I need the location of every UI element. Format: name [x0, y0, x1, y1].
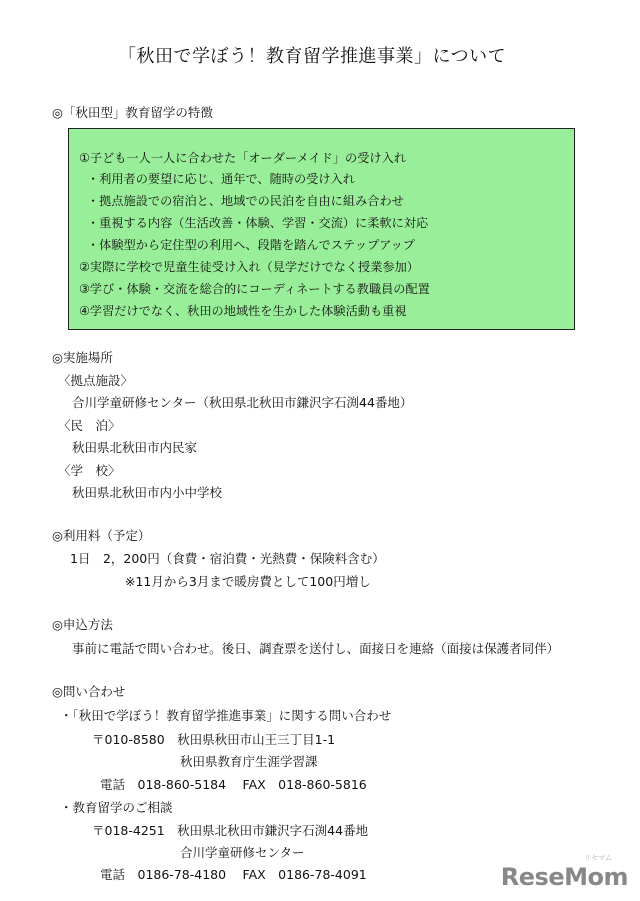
fee-note: ※11月から3月まで暖房費として100円増し: [125, 574, 371, 589]
contact-heading: ◎問い合わせ: [52, 684, 126, 699]
apply-heading: ◎申込方法: [52, 617, 113, 632]
watermark-logo: ReseMom: [500, 863, 628, 891]
contact-2-title: ・教育留学のご相談: [60, 800, 173, 815]
feature-item: ・体験型から定住型の利用へ、段階を踏んでステップアップ: [87, 238, 415, 252]
feature-item: ③学び・体験・交流を総合的にコーディネートする教職員の配置: [79, 282, 430, 296]
contact-1-title: ・「秋田で学ぼう！教育留学推進事業」に関する問い合わせ: [60, 708, 392, 723]
location-heading: ◎実施場所: [52, 350, 113, 365]
contact-1-address: 〒010-8580 秋田県秋田市山王三丁目1-1: [92, 732, 336, 747]
location-line: 合川学童研修センター（秋田県北秋田市鎌沢字石渕44番地）: [72, 395, 413, 410]
feature-item: ・拠点施設での宿泊と、地域での民泊を自由に組み合わせ: [87, 194, 404, 208]
contact-2-address: 〒018-4251 秋田県北秋田市鎌沢字石渕44番地: [92, 823, 369, 838]
contact-1-phone: 電話 018-860-5184 FAX 018-860-5816: [100, 777, 367, 792]
apply-line: 事前に電話で問い合わせ。後日、調査票を送付し、面接日を連絡（面接は保護者同伴）: [72, 641, 560, 656]
feature-item: ・利用者の要望に応じ、通年で、随時の受け入れ: [87, 172, 355, 186]
features-box: [68, 128, 575, 330]
location-line: 〈民 泊〉: [58, 418, 121, 433]
watermark-kana: リセマム: [584, 854, 612, 862]
location-line: 〈拠点施設〉: [58, 373, 134, 388]
feature-item: ④学習だけでなく、秋田の地域性を生かした体験活動も重視: [79, 304, 407, 318]
fee-heading: ◎利用料（予定）: [52, 528, 151, 543]
location-line: 秋田県北秋田市内小中学校: [72, 485, 223, 500]
contact-2-org: 合川学童研修センター: [180, 845, 305, 860]
feature-item: ②実際に学校で児童生徒受け入れ（見学だけでなく授業参加）: [79, 260, 419, 274]
location-line: 〈学 校〉: [58, 463, 121, 478]
feature-item: ①子ども一人一人に合わせた「オーダーメイド」の受け入れ: [79, 151, 406, 165]
feature-item: ・重視する内容（生活改善・体験、学習・交流）に柔軟に対応: [87, 216, 429, 230]
contact-2-phone: 電話 0186-78-4180 FAX 0186-78-4091: [100, 867, 367, 882]
features-heading: ◎「秋田型」教育留学の特徴: [52, 105, 213, 120]
page-title: 「秋田で学ぼう！教育留学推進事業」について: [118, 46, 507, 67]
contact-1-org: 秋田県教育庁生涯学習課: [180, 754, 318, 769]
fee-line: 1日 2，200円（食費・宿泊費・光熱費・保険料含む）: [70, 551, 385, 566]
location-line: 秋田県北秋田市内民家: [72, 440, 198, 455]
